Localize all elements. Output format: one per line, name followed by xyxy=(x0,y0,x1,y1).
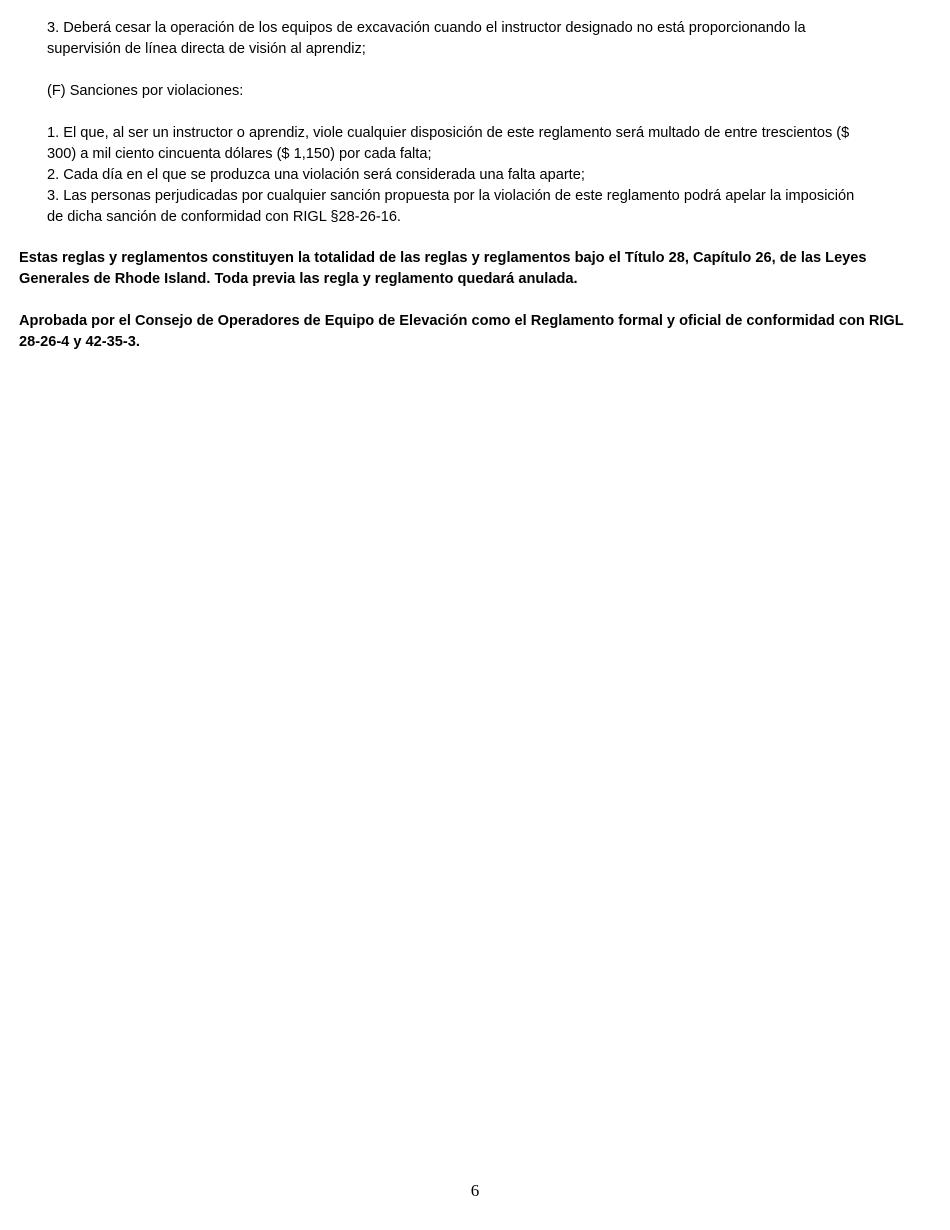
penalty-item-1: 1. El que, al ser un instructor o aprendiz, viole cualquier disposición de este reglamento será multado de entre trescientos ($ 300) a mil ciento cincuenta dólares ($ 1,150) por cada falta; xyxy=(47,125,850,162)
penalty-item-2: 2. Cada día en el que se produzca una violación será considerada una falta aparte; xyxy=(47,167,585,183)
item-3-cease-operation: 3. Deberá cesar la operación de los equipos de excavación cuando el instructor designado no está proporcionando la supervisión de línea directa de visión al aprendiz; xyxy=(47,20,806,57)
penalty-item-3: 3. Las personas perjudicadas por cualquier sanción propuesta por la violación de este reglamento podrá apelar la imposición de dicha sanción de conformidad con RIGL §28-26-16. xyxy=(47,188,855,225)
page-number: 6 xyxy=(470,1181,480,1200)
section-f-heading: (F) Sanciones por violaciones: xyxy=(47,83,244,99)
totality-statement: Estas reglas y reglamentos constituyen la totalidad de las reglas y reglamentos bajo el Título 28, Capítulo 26, de las Leyes Generales de Rhode Island. Toda previa las regla y reglamento quedará anulada. xyxy=(19,250,867,287)
approval-statement: Aprobada por el Consejo de Operadores de Equipo de Elevación como el Reglamento formal y oficial de conformidad con RIGL 28-26-4 y 42-35-3. xyxy=(19,313,904,350)
